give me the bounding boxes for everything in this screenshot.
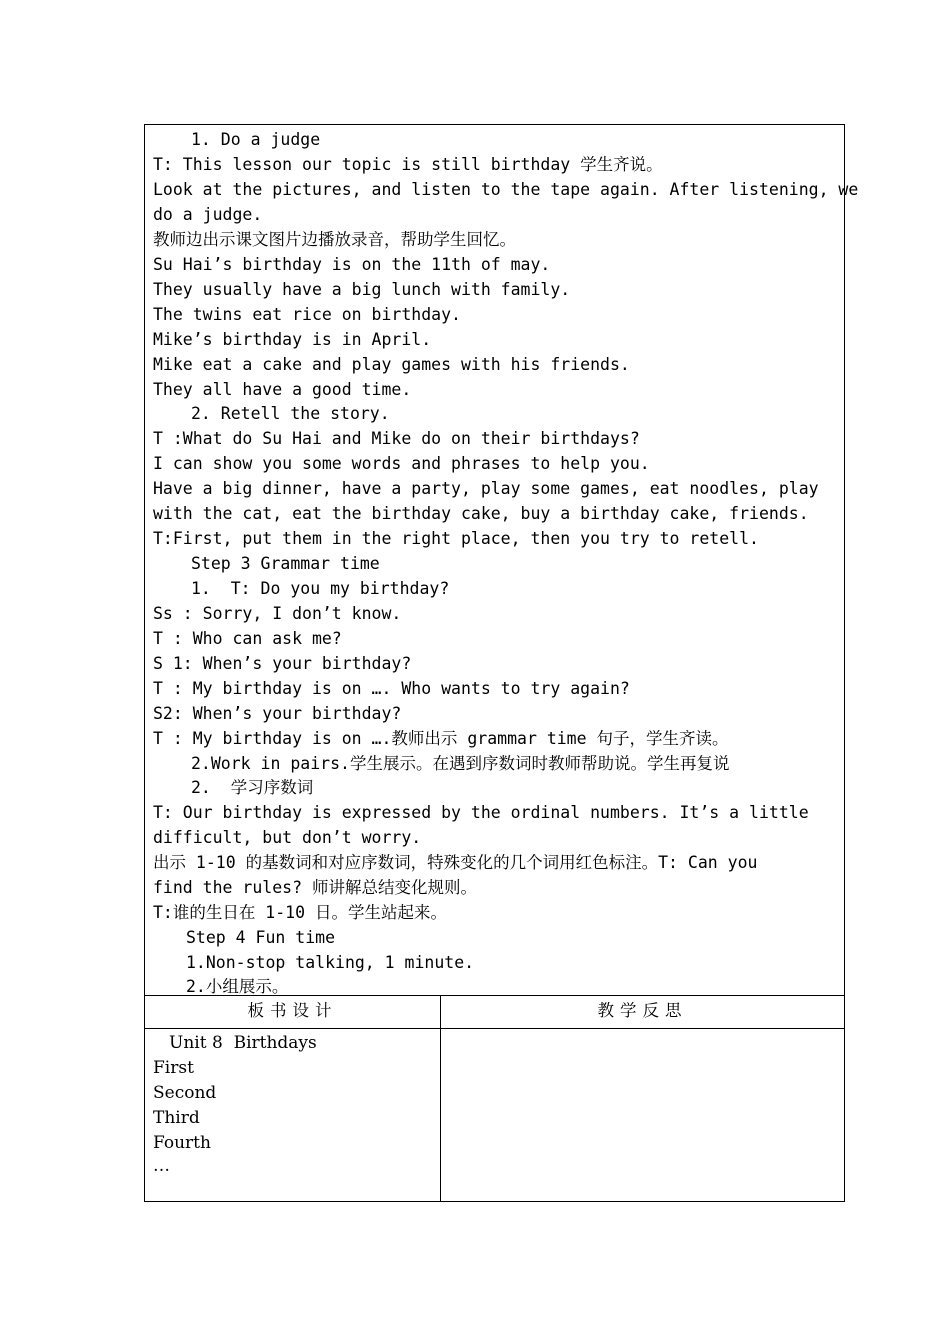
text-line: S 1: When’s your birthday? <box>153 654 412 673</box>
board-design-header: 板书设计 <box>247 1001 338 1020</box>
board-item: Fourth <box>153 1133 211 1153</box>
text-line: difficult, but don’t worry. <box>153 828 422 847</box>
text-line: 2.小组展示。 <box>186 977 289 996</box>
text-line: T : Who can ask me? <box>153 629 342 648</box>
teaching-process-cell <box>145 125 859 996</box>
text-line: 1.Non-stop talking, 1 minute. <box>186 953 475 972</box>
section-heading: Step 4 Fun time <box>186 928 336 947</box>
text-line: T:First, put them in the right place, then you try to retell. <box>153 529 759 548</box>
text-line: 教师边出示课文图片边播放录音，帮助学生回忆。 <box>153 230 516 249</box>
board-item: Second <box>153 1083 217 1103</box>
text-line: I can show you some words and phrases to help you. <box>153 454 650 473</box>
text-line: Su Hai’s birthday is on the 11th of may. <box>153 255 551 274</box>
board-item: Third <box>153 1108 200 1128</box>
table-header-row <box>145 996 844 1029</box>
text-line: 2.Work in pairs.学生展示。在遇到序数词时教师帮助说。学生再复说 <box>191 754 730 773</box>
text-line: Ss : Sorry, I don’t know. <box>153 604 402 623</box>
text-line: do a judge. <box>153 205 263 224</box>
text-line: T : My birthday is on …. Who wants to try again? <box>153 679 630 698</box>
text-line: 1. T: Do you my birthday? <box>191 579 450 598</box>
text-line: T:谁的生日在 1-10 日。学生站起来。 <box>153 903 447 922</box>
text-line: 2. 学习序数词 <box>191 778 314 797</box>
board-title: Unit 8 Birthdays <box>169 1033 317 1053</box>
text-line: T: This lesson our topic is still birthday 学生齐说。 <box>153 155 663 174</box>
board-item: First <box>153 1058 194 1078</box>
text-line: with the cat, eat the birthday cake, buy a birthday cake, friends. <box>153 504 809 523</box>
teaching-reflection-cell <box>441 1029 844 1202</box>
text-line: T :What do Su Hai and Mike do on their birthdays? <box>153 429 640 448</box>
text-line: 2. Retell the story. <box>191 404 390 423</box>
text-line: T : My birthday is on ….教师出示 grammar time 句子，学生齐读。 <box>153 729 729 748</box>
teaching-reflection-header: 教学反思 <box>597 1001 688 1020</box>
text-line: T: Our birthday is expressed by the ordinal numbers. It’s a little <box>153 803 809 822</box>
text-line: They all have a good time. <box>153 380 412 399</box>
text-line: Have a big dinner, have a party, play some games, eat noodles, play <box>153 479 819 498</box>
text-line: 出示 1-10 的基数词和对应序数词，特殊变化的几个词用红色标注。T: Can you <box>153 853 758 872</box>
text-line: S2: When’s your birthday? <box>153 704 402 723</box>
text-line: find the rules? 师讲解总结变化规则。 <box>153 878 477 897</box>
text-line: The twins eat rice on birthday. <box>153 305 461 324</box>
text-line: Mike eat a cake and play games with his friends. <box>153 355 630 374</box>
board-design-cell <box>145 1029 440 1202</box>
text-line: 1. Do a judge <box>191 130 321 149</box>
board-item: … <box>153 1156 170 1176</box>
text-line: Look at the pictures, and listen to the tape again. After listening, we <box>153 180 859 199</box>
lesson-plan-table <box>144 124 859 1202</box>
text-line: They usually have a big lunch with family. <box>153 280 571 299</box>
text-line: Mike’s birthday is in April. <box>153 330 432 349</box>
section-heading: Step 3 Grammar time <box>191 554 380 573</box>
